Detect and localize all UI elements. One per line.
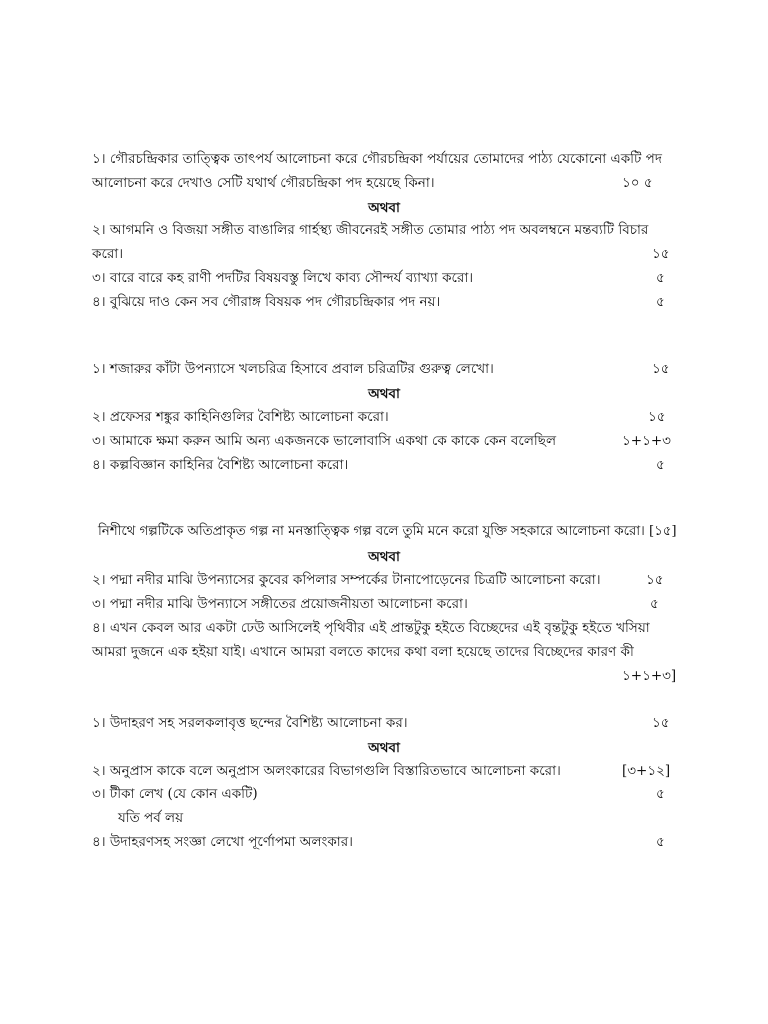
s4-question-1-marks: ১৫	[652, 715, 670, 731]
s2-question-2: ২। প্রফেসর শঙ্কুর কাহিনিগুলির বৈশিষ্ট্য আলোচনা করো।	[92, 409, 389, 425]
s1-question-4: ৪। বুঝিয়ে দাও কেন সব গৌরাঙ্গ বিষয়ক পদ গৌরচন্দ্রিকার পদ নয়।	[92, 294, 441, 310]
s2-question-4-marks: ৫	[656, 457, 665, 473]
s1-question-1-line-2: আলোচনা করে দেখাও সেটি যথার্থ গৌরচন্দ্রিকা পদ হয়েছে কিনা।	[92, 175, 435, 191]
s2-or-divider: অথবা	[368, 386, 400, 402]
s1-question-2-line-1: ২। আগমনি ও বিজয়া সঙ্গীত বাঙালির গার্হস্থ্য জীবনেরই সঙ্গীত তোমার পাঠ্য পদ অবলম্বনে মন্তব্যটি বিচার	[92, 222, 649, 238]
s2-question-4: ৪। কল্পবিজ্ঞান কাহিনির বৈশিষ্ট্য আলোচনা করো।	[92, 457, 349, 473]
s3-question-4-marks: ১+১+৩]	[622, 668, 677, 684]
s4-question-2-marks: [৩+১২]	[622, 763, 671, 779]
s3-or-divider: অথবা	[368, 549, 400, 565]
s1-question-2-line-2: করো।	[92, 246, 124, 262]
s4-question-3-options: যতি পর্ব লয়	[118, 810, 184, 826]
s4-question-1: ১। উদাহরণ সহ সরলকলাবৃত্ত ছন্দের বৈশিষ্ট্য আলোচনা কর।	[92, 715, 408, 731]
s4-question-3: ৩। টীকা লেখ (যে কোন একটি)	[92, 786, 258, 802]
s3-question-4-line-1: ৪। এখন কেবল আর একটা ঢেউ আসিলেই পৃথিবীর এই প্রান্তটুকু হইতে বিচ্ছেদের এই বৃন্তটুকু হইতে খসিয়া	[92, 620, 650, 636]
s2-question-3-marks: ১+১+৩	[622, 433, 671, 449]
s4-question-3-marks: ৫	[656, 786, 665, 802]
s1-question-3-marks: ৫	[656, 270, 665, 286]
s3-question-1: নিশীথে গল্পটিকে অতিপ্রাকৃত গল্প না মনস্তাত্ত্বিক গল্প বলে তুমি মনে করো যুক্তি সহকারে আলোচনা করো। [১৫]	[98, 524, 677, 539]
s1-question-3: ৩। বারে বারে কহ রাণী পদটির বিষয়বস্তু লিখে কাব্য সৌন্দর্য ব্যাখ্যা করো।	[92, 270, 474, 286]
s2-question-1: ১। শজারুর কাঁটা উপন্যাসে খলচরিত্র হিসাবে প্রবাল চরিত্রটির গুরুত্ব লেখো।	[92, 361, 494, 377]
s4-or-divider: অথবা	[368, 740, 400, 756]
s4-question-4-marks: ৫	[656, 834, 665, 850]
s1-or-divider: অথবা	[368, 200, 400, 216]
s1-question-2-marks: ১৫	[652, 246, 670, 262]
s3-question-2-marks: ১৫	[646, 572, 664, 588]
s4-question-4: ৪। উদাহরণসহ সংজ্ঞা লেখো পূর্ণোপমা অলংকার।	[92, 834, 353, 850]
s4-question-2: ২। অনুপ্রাস কাকে বলে অনুপ্রাস অলংকারের বিভাগগুলি বিস্তারিতভাবে আলোচনা করো।	[92, 763, 561, 779]
s3-question-3-marks: ৫	[650, 596, 659, 612]
s3-question-3: ৩। পদ্মা নদীর মাঝি উপন্যাসে সঙ্গীতের প্রয়োজনীয়তা আলোচনা করো।	[92, 596, 468, 612]
s1-question-1-line-1: ১। গৌরচন্দ্রিকার তাত্ত্বিক তাৎপর্য আলোচনা করে গৌরচন্দ্রিকা পর্যায়ের তোমাদের পাঠ্য যেকোনো একটি পদ	[92, 151, 662, 167]
s2-question-1-marks: ১৫	[652, 361, 670, 377]
s2-question-3: ৩। আমাকে ক্ষমা করুন আমি অন্য একজনকে ভালোবাসি একথা কে কাকে কেন বলেছিল	[92, 433, 557, 449]
s1-question-4-marks: ৫	[656, 294, 665, 310]
s3-question-2: ২। পদ্মা নদীর মাঝি উপন্যাসের কুবের কপিলার সম্পর্কের টানাপোড়েনের চিত্রটি আলোচনা করো।	[92, 572, 601, 588]
s1-question-1-marks: ১০ ৫	[622, 175, 653, 191]
s3-question-4-line-2: আমরা দুজনে এক হইয়া যাই। এখানে আমরা বলতে কাদের কথা বলা হয়েছে তাদের বিচ্ছেদের কারণ কী	[92, 644, 634, 660]
s2-question-2-marks: ১৫	[648, 409, 666, 425]
